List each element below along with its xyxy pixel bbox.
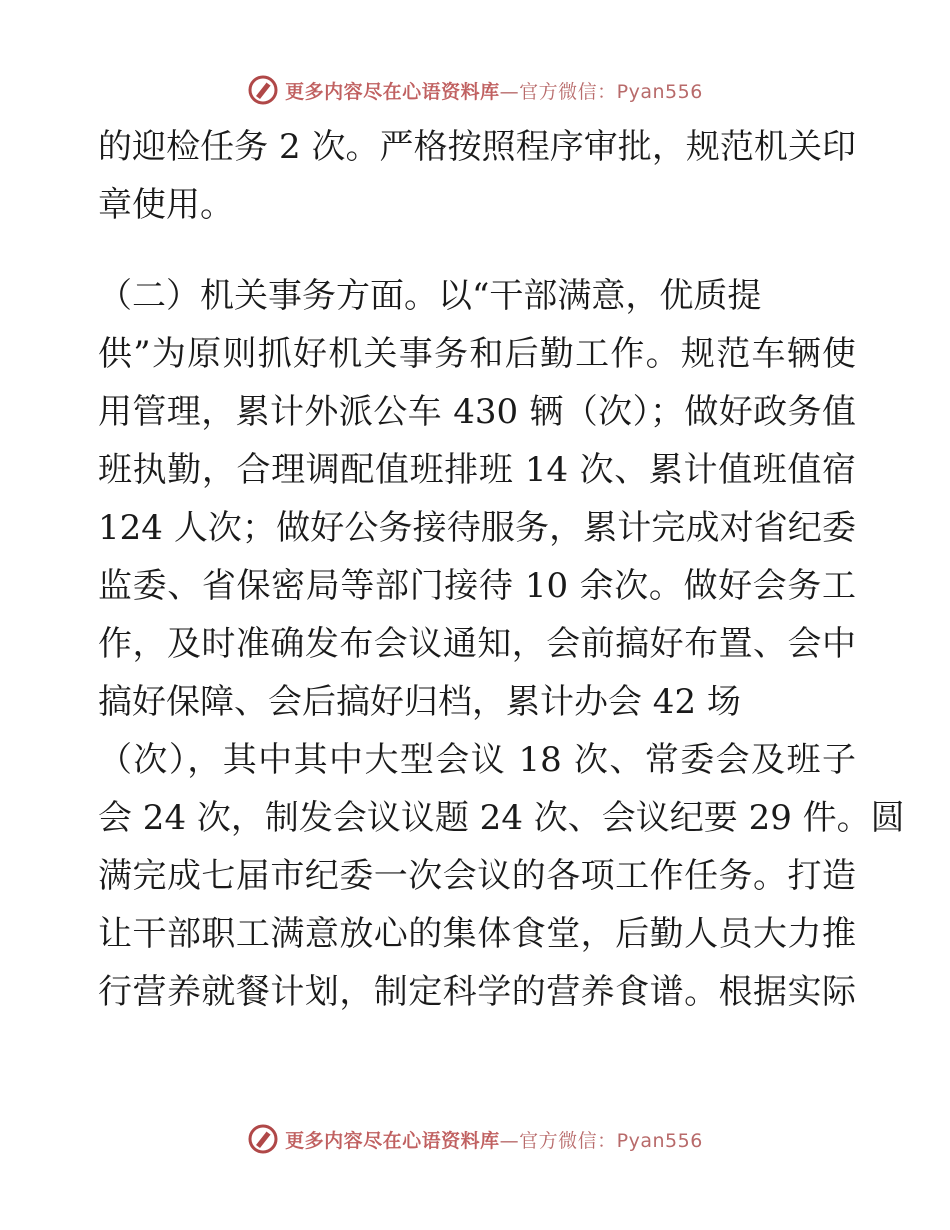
banner-main-text: 更多内容尽在心语资料库 xyxy=(285,1129,500,1152)
document-body xyxy=(98,118,905,1021)
text-line: 让干部职工满意放心的集体食堂，后勤人员大力推 xyxy=(98,914,856,954)
text-line: 124 人次；做好公务接待服务，累计完成对省纪委 xyxy=(98,508,856,548)
logo-icon xyxy=(247,74,279,106)
logo-icon xyxy=(247,1123,279,1155)
text-line: 会 24 次，制发会议议题 24 次、会议纪要 29 件。圆 xyxy=(98,798,905,838)
text-line: 满完成七届市纪委一次会议的各项工作任务。打造 xyxy=(98,856,856,896)
text-line: （二）机关事务方面。以“干部满意，优质提 xyxy=(98,276,762,316)
text-line: 搞好保障、会后搞好归档，累计办会 42 场 xyxy=(98,682,741,722)
text-line: 用管理，累计外派公车 430 辆（次）；做好政务值 xyxy=(98,392,856,432)
text-line: 监委、省保密局等部门接待 10 余次。做好会务工 xyxy=(98,566,856,606)
text-line: 行营养就餐计划，制定科学的营养食谱。根据实际 xyxy=(98,972,856,1012)
text-line: 供”为原则抓好机关事务和后勤工作。规范车辆使 xyxy=(98,334,856,374)
text-line: （次），其中其中大型会议 18 次、常委会及班子 xyxy=(98,740,856,780)
banner-sub-text: —官方微信：Pyan556 xyxy=(499,80,703,103)
footer-banner xyxy=(0,1119,950,1159)
text-line: 章使用。 xyxy=(98,185,234,225)
banner-main-text: 更多内容尽在心语资料库 xyxy=(285,80,500,103)
banner-sub-text: —官方微信：Pyan556 xyxy=(499,1129,703,1152)
text-line: 作，及时准确发布会议通知，会前搞好布置、会中 xyxy=(98,624,856,664)
text-line: 的迎检任务 2 次。严格按照程序审批，规范机关印 xyxy=(98,127,856,167)
header-banner xyxy=(0,70,950,110)
text-line: 班执勤，合理调配值班排班 14 次、累计值班值宿 xyxy=(98,450,856,490)
